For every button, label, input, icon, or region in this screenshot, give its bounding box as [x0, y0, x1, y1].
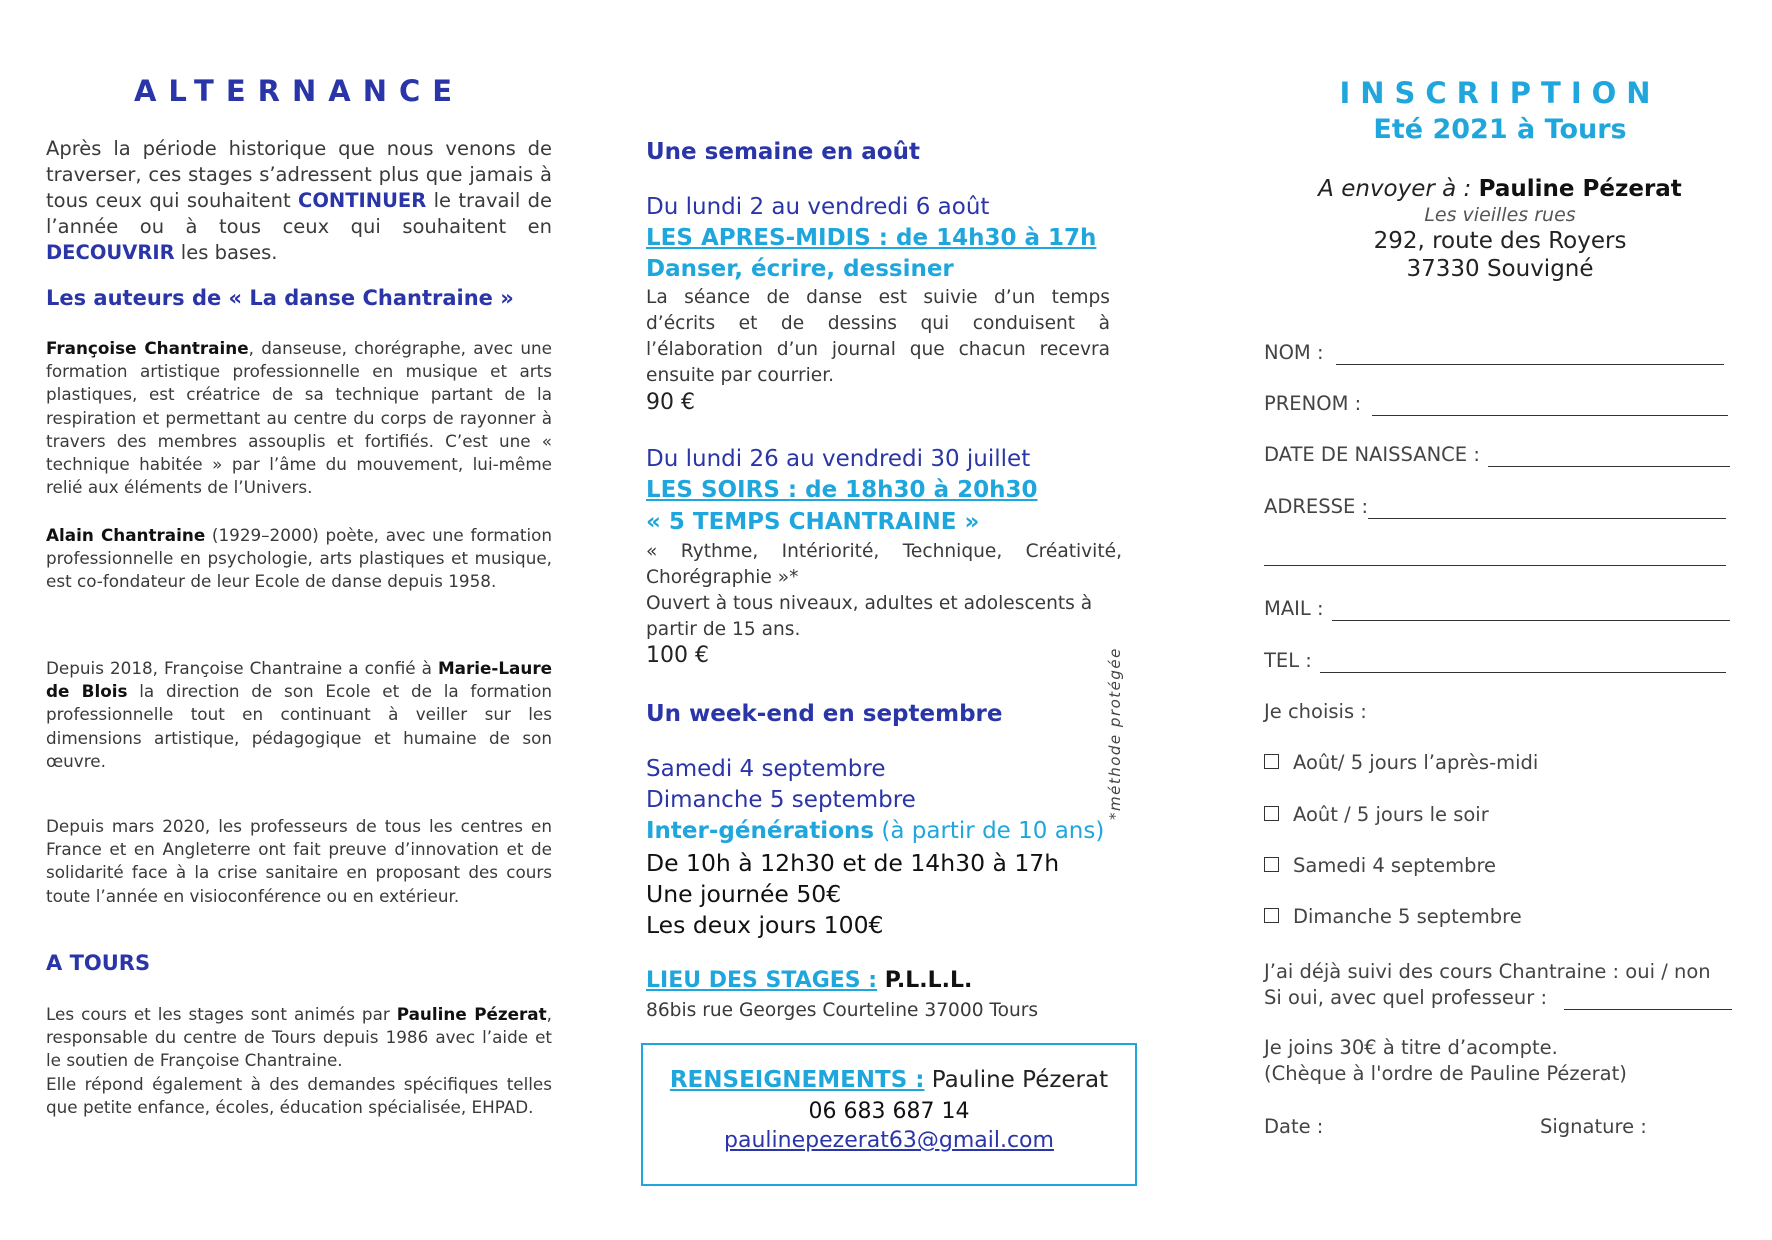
- date-label: Date :: [1264, 1115, 1324, 1138]
- cheque-text: (Chèque à l'ordre de Pauline Pézerat): [1264, 1062, 1627, 1085]
- inscription-title: INSCRIPTION: [1339, 76, 1661, 110]
- checkbox-icon[interactable]: [1264, 908, 1279, 923]
- signature-label: Signature :: [1540, 1115, 1647, 1138]
- a-tours-heading: A TOURS: [46, 951, 151, 975]
- deux-jours-price: Les deux jours 100€: [646, 911, 884, 939]
- renseignements-box: [641, 1043, 1137, 1186]
- send-to-name: Pauline Pézerat: [1478, 176, 1682, 202]
- date-naissance-field[interactable]: DATE DE NAISSANCE :: [1264, 443, 1480, 466]
- weekend-hours: De 10h à 12h30 et de 14h30 à 17h: [646, 849, 1060, 877]
- alain-paragraph: Alain Chantraine (1929–2000) poète, avec une formation professionnelle en psychologie, arts plastiques et musique, est co-fondateur de leur Ecole de danse depuis 1958.: [46, 525, 553, 592]
- send-to-address: A envoyer à : Pauline Pézerat Les vieilles rues 292, route des Royers 37330 Souvigné: [1318, 176, 1682, 282]
- apres-midis-link[interactable]: LES APRES-MIDIS : de 14h30 à 17h: [646, 225, 1097, 251]
- checkbox-icon[interactable]: [1264, 754, 1279, 769]
- aout-dates: Du lundi 2 au vendredi 6 août: [646, 194, 990, 220]
- email-link[interactable]: paulinepezerat63@gmail.com: [724, 1128, 1054, 1153]
- intro-paragraph: Après la période historique que nous venons de traverser, ces stages s’adressent plus que jamais à tous ceux qui souhaitent CONTINUER le travail de l’année ou à tous ceux qui souhaitent en DECOUVRIR les bases.: [46, 137, 552, 264]
- aout-heading: Une semaine en août: [646, 139, 920, 165]
- middle-column: [646, 0, 1146, 1240]
- lieu-label: LIEU DES STAGES :: [646, 968, 878, 993]
- option-aout-soir[interactable]: Août / 5 jours le soir: [1264, 803, 1489, 826]
- nom-field[interactable]: NOM :: [1264, 341, 1324, 364]
- deja-suivi-text: J’ai déjà suivi des cours Chantraine : oui / non: [1264, 960, 1711, 983]
- mail-field[interactable]: MAIL :: [1264, 597, 1324, 620]
- juillet-subtitle: « 5 TEMPS CHANTRAINE »: [646, 509, 980, 535]
- auteurs-heading: Les auteurs de « La danse Chantraine »: [46, 286, 514, 310]
- juillet-dates: Du lundi 26 au vendredi 30 juillet: [646, 446, 1031, 472]
- juillet-themes: « Rythme, Intériorité, Technique, Créativité, Chorégraphie »*: [646, 541, 1122, 588]
- samedi-date: Samedi 4 septembre: [646, 756, 886, 782]
- option-samedi[interactable]: Samedi 4 septembre: [1264, 854, 1496, 877]
- depuis-2018-paragraph: Depuis 2018, Françoise Chantraine a confié à Marie-Laure de Blois la direction de son Ecole et de la formation professionnelle tout en continuant à veiller sur les dimensions artistique, pédagogique et humaine de son œuvre.: [46, 658, 552, 771]
- option-dimanche[interactable]: Dimanche 5 septembre: [1264, 905, 1522, 928]
- inscription-subtitle: Eté 2021 à Tours: [1373, 114, 1627, 145]
- juillet-price: 100 €: [646, 643, 709, 668]
- keyword-continuer: CONTINUER: [298, 189, 427, 212]
- aout-subtitle: Danser, écrire, dessiner: [646, 256, 954, 282]
- right-column: [1260, 0, 1740, 1240]
- left-column: [46, 0, 552, 1240]
- tel-field[interactable]: TEL :: [1264, 649, 1312, 672]
- dimanche-date: Dimanche 5 septembre: [646, 787, 916, 813]
- adresse-second-line[interactable]: [1264, 565, 1726, 566]
- alternance-title: ALTERNANCE: [133, 74, 465, 108]
- une-journee-price: Une journée 50€: [646, 880, 842, 908]
- keyword-decouvrir: DECOUVRIR: [46, 241, 175, 264]
- phone-number: 06 683 687 14: [808, 1099, 970, 1124]
- aout-price: 90 €: [646, 390, 695, 415]
- prenom-field[interactable]: PRENOM :: [1264, 392, 1361, 415]
- depuis-2020-paragraph: Depuis mars 2020, les professeurs de tous les centres en France et en Angleterre ont fait preuve d’innovation et de solidarité face à la crise sanitaire en proposant des cours toute l’année en visioconférence ou en extérieur.: [46, 816, 552, 906]
- tours-paragraph: Les cours et les stages sont animés par Pauline Pézerat, responsable du centre de Tours depuis 1986 avec l’aide et le soutien de Françoise Chantraine. Elle répond également à des demandes spécifiques telles que petite enfance, écoles, éducation spécialisée, EHPAD.: [46, 1004, 552, 1117]
- renseignements-line: RENSEIGNEMENTS : Pauline Pézerat: [669, 1067, 1109, 1093]
- soirs-link[interactable]: LES SOIRS : de 18h30 à 20h30: [646, 477, 1038, 503]
- checkbox-icon[interactable]: [1264, 806, 1279, 821]
- intergenerations-line: Inter-générations (à partir de 10 ans): [646, 818, 1105, 844]
- je-choisis-label: Je choisis :: [1264, 700, 1367, 723]
- methode-protegee-note: *méthode protégée: [1106, 647, 1124, 820]
- lieu-address: 86bis rue Georges Courteline 37000 Tours: [646, 1000, 1039, 1021]
- checkbox-icon[interactable]: [1264, 857, 1279, 872]
- option-aout-apres-midi[interactable]: Août/ 5 jours l’après-midi: [1264, 751, 1538, 774]
- adresse-field[interactable]: ADRESSE :: [1264, 495, 1368, 518]
- si-oui-field[interactable]: Si oui, avec quel professeur :: [1264, 986, 1547, 1009]
- francoise-paragraph: Françoise Chantraine, danseuse, chorégraphe, avec une formation artistique professionnelle en musique et arts plastiques, est créatrice de sa technique partant de la respiration et permettant au centre du corps de rayonner à travers des membres assouplis et fortifiés. C’est une « technique habitée » par l’âme du mouvement, lui-même relié aux éléments de l’Univers.: [46, 338, 552, 498]
- weekend-heading: Un week-end en septembre: [646, 701, 1003, 727]
- acompte-text: Je joins 30€ à titre d’acompte.: [1264, 1036, 1558, 1059]
- aout-description: La séance de danse est suivie d’un temps d’écrits et de dessins qui conduisent à l’élaboration d’un journal que chacun recevra ensuite par courrier.: [646, 287, 1110, 386]
- lieu-line: LIEU DES STAGES : P.L.L.L.: [646, 968, 973, 993]
- juillet-public: Ouvert à tous niveaux, adultes et adolescents à partir de 15 ans.: [646, 593, 1093, 640]
